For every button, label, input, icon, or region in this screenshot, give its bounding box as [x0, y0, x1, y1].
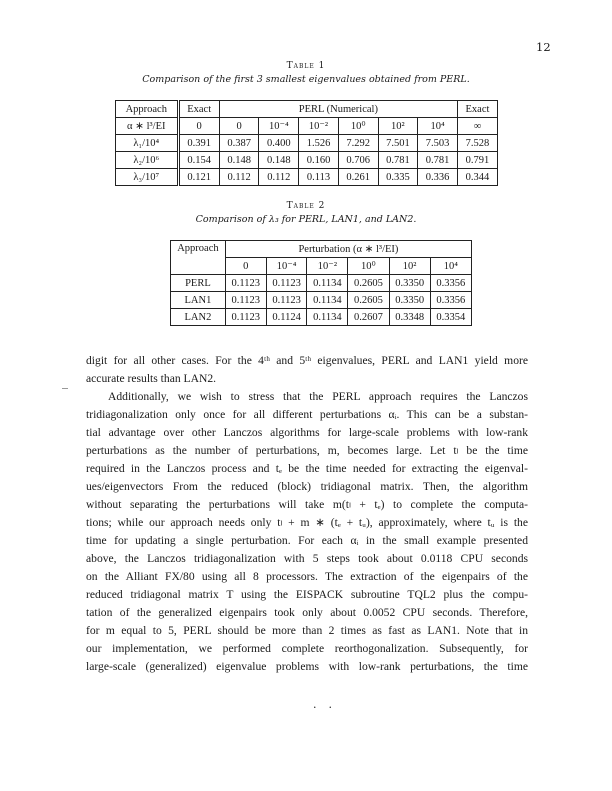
text-line: without separating the perturbations will take m(tₗ + tₑ) to complete the computa-	[86, 498, 528, 511]
page-number: 12	[536, 40, 551, 54]
table-cell: 0.1134	[307, 292, 348, 309]
table-cell: 0.781	[378, 152, 418, 169]
text-line: perturbations as the number of perturbations, m, becomes large. Let tₗ be the time	[86, 444, 528, 457]
text-line: tial advantage over other Lanczos algorithms for large-scale problems with low-rank	[86, 426, 528, 439]
table-cell: α ∗ l³/EI	[116, 118, 179, 135]
table-cell: 0.706	[338, 152, 378, 169]
text-line: above, the Lanczos tridiagonalization with 5 steps took about 0.0118 CPU seconds	[86, 552, 528, 565]
text-line: tation of the generalized eigenpairs took only about 0.0052 CPU seconds. Therefore,	[86, 606, 528, 619]
table-cell: 0	[178, 118, 219, 135]
table-cell: 0.1123	[266, 275, 307, 292]
table-cell: 0	[225, 258, 266, 275]
text-line: on the Alliant FX/80 using all 8 processors. The extraction of the eigenpairs of the	[86, 570, 528, 583]
table-header-row	[116, 101, 498, 118]
table-cell: λ₁/10⁴	[116, 135, 179, 152]
table-cell: 10⁴	[418, 118, 458, 135]
table-cell: 0.400	[259, 135, 299, 152]
table-cell: 0.387	[219, 135, 259, 152]
text-line: required in the Lanczos process and tₑ be the time needed for extracting the eigenval-	[86, 462, 528, 475]
header-cell: Approach	[171, 241, 226, 275]
header-cell: Exact	[457, 101, 497, 118]
table-cell: 0.2607	[348, 309, 389, 326]
table-cell: 10⁰	[348, 258, 389, 275]
header-cell: Approach	[116, 101, 179, 118]
table-cell: 0.335	[378, 169, 418, 186]
table-cell: 10⁻⁴	[259, 118, 299, 135]
table-cell: 0.121	[178, 169, 219, 186]
text-line: tridiagonalization only once for all different perturbations αᵢ. This can be a substan-	[86, 408, 528, 421]
table-cell: 0.1134	[307, 309, 348, 326]
table-header-row	[116, 118, 498, 135]
table-cell: 0.112	[219, 169, 259, 186]
table-cell: 10⁴	[430, 258, 471, 275]
text-line: tions; while our approach needs only tₗ + m ∗ (tₑ + tᵤ), approximately, where tᵤ is the	[86, 516, 528, 529]
table-row	[116, 152, 498, 169]
table-row	[116, 169, 498, 186]
table-cell: 0	[219, 118, 259, 135]
table-row	[116, 135, 498, 152]
table-cell: λ₃/10⁷	[116, 169, 179, 186]
header-cell: PERL (Numerical)	[219, 101, 457, 118]
table-cell: 0.154	[178, 152, 219, 169]
table-cell: 0.261	[338, 169, 378, 186]
table-cell: 0.3350	[389, 275, 430, 292]
header-cell: Exact	[178, 101, 219, 118]
page-dots: ..	[313, 698, 344, 711]
table-cell: 10²	[378, 118, 418, 135]
table-cell: 7.501	[378, 135, 418, 152]
table-cell: 0.113	[299, 169, 339, 186]
table-row	[171, 275, 472, 292]
table-cell: 7.528	[457, 135, 497, 152]
table-cell: 0.344	[457, 169, 497, 186]
table-cell: 0.2605	[348, 292, 389, 309]
table1-label: Table 1	[286, 61, 326, 71]
text-line: accurate results than LAN2.	[86, 372, 217, 385]
table-cell: 0.1123	[225, 275, 266, 292]
table-cell: 0.1123	[225, 309, 266, 326]
text-line: ues/eigenvectors From the reduced (block) tridiagonal matrix. Then, the algorithm	[86, 480, 528, 493]
table2-label: Table 2	[286, 201, 326, 211]
table-cell: 0.391	[178, 135, 219, 152]
table-cell: PERL	[171, 275, 226, 292]
table-cell: 0.3354	[430, 309, 471, 326]
table-cell: 0.112	[259, 169, 299, 186]
table-cell: 0.3356	[430, 275, 471, 292]
text-line: time for updating a single perturbation. For each αᵢ in the small example presented	[86, 534, 528, 547]
table-cell: 0.160	[299, 152, 339, 169]
table-cell: 0.1124	[266, 309, 307, 326]
table-header-row	[171, 241, 472, 258]
table-cell: 1.526	[299, 135, 339, 152]
table-cell: 0.1123	[225, 292, 266, 309]
table-cell: 0.1134	[307, 275, 348, 292]
table-cell: 0.2605	[348, 275, 389, 292]
table-cell: LAN1	[171, 292, 226, 309]
table-cell: 10⁰	[338, 118, 378, 135]
text-line: large-scale (generalized) eigenvalue problems with low-rank perturbations, the time	[86, 660, 528, 673]
table1-caption: Comparison of the first 3 smallest eigenvalues obtained from PERL.	[142, 74, 470, 85]
table-cell: 10²	[389, 258, 430, 275]
lambda3-comparison-table	[170, 240, 472, 326]
table-cell: λ₂/10⁶	[116, 152, 179, 169]
table-row	[171, 292, 472, 309]
text-line: reduced tridiagonal matrix T using the EISPACK subroutine TQL2 plus the compu-	[86, 588, 528, 601]
text-line: for m equal to 5, PERL should be more than 2 times as fast as LAN1. Note that in	[86, 624, 528, 637]
table-cell: 10⁻²	[299, 118, 339, 135]
table-cell: 0.336	[418, 169, 458, 186]
table-cell: 0.3350	[389, 292, 430, 309]
table2-caption: Comparison of λ₃ for PERL, LAN1, and LAN2.	[195, 214, 417, 225]
table-cell: 10⁻²	[307, 258, 348, 275]
table-cell: 0.791	[457, 152, 497, 169]
table-row	[171, 309, 472, 326]
table-cell: 7.292	[338, 135, 378, 152]
text-line: digit for all other cases. For the 4ᵗʰ and 5ᵗʰ eigenvalues, PERL and LAN1 yield more	[86, 354, 528, 367]
table-cell: 7.503	[418, 135, 458, 152]
text-line: Additionally, we wish to stress that the PERL approach requires the Lanczos	[108, 390, 528, 403]
eigenvalue-comparison-table	[115, 100, 498, 186]
table-cell: 0.781	[418, 152, 458, 169]
table-cell: 0.1123	[266, 292, 307, 309]
text-line: our implementation, we performed complete reorthogonalization. Subsequently, for	[86, 642, 528, 655]
header-cell: Perturbation (α ∗ l³/EI)	[225, 241, 471, 258]
table-cell: 0.148	[219, 152, 259, 169]
table-cell: 0.148	[259, 152, 299, 169]
margin-mark	[62, 388, 68, 389]
table-cell: 0.3356	[430, 292, 471, 309]
table-cell: 0.3348	[389, 309, 430, 326]
table-cell: LAN2	[171, 309, 226, 326]
table-cell: ∞	[457, 118, 497, 135]
table-cell: 10⁻⁴	[266, 258, 307, 275]
body-text	[86, 352, 528, 676]
